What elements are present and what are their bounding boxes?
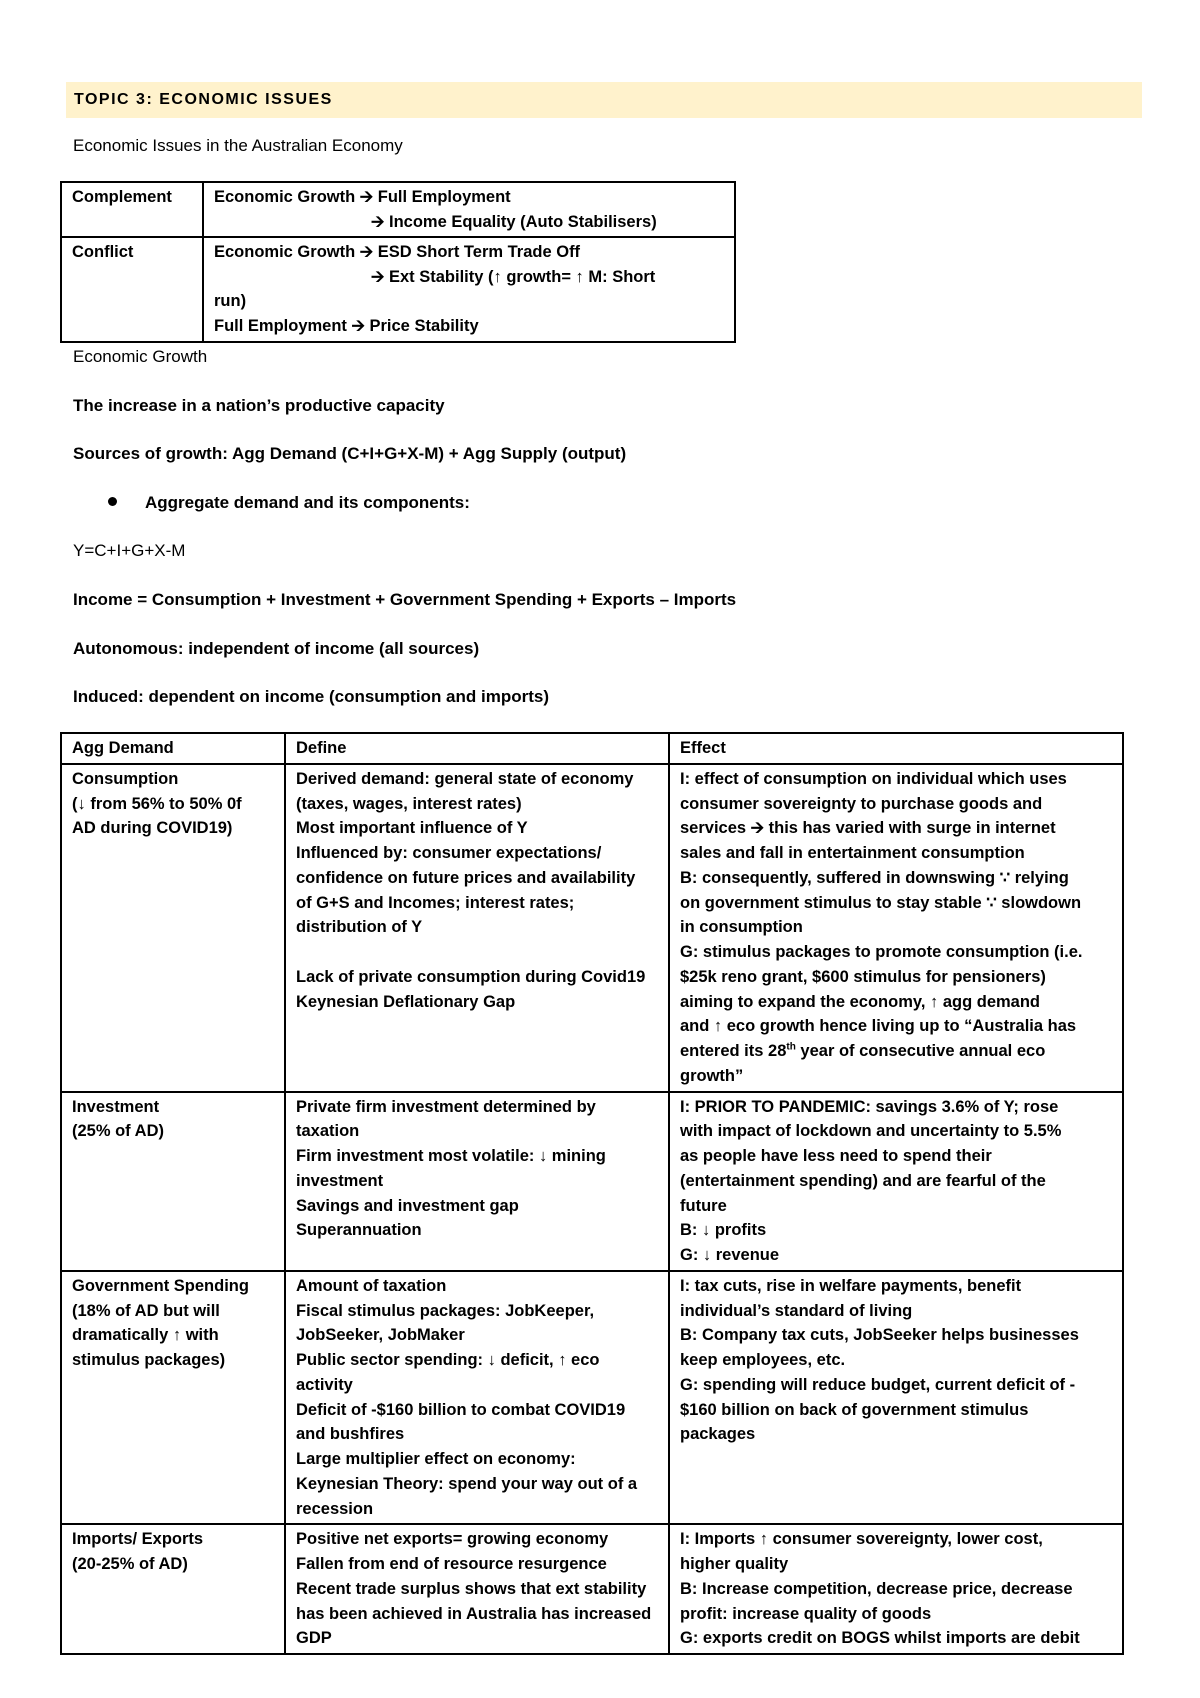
cell-line: Amount of taxation (296, 1276, 447, 1295)
column-header: Agg Demand (61, 733, 285, 764)
cell-line: Imports/ Exports (72, 1530, 204, 1549)
cell-line: I: tax cuts, rise in welfare payments, benefit (680, 1276, 1022, 1295)
cell-line: B: Company tax cuts, JobSeeker helps businesses (680, 1326, 1079, 1345)
effect-cell (669, 1524, 1123, 1654)
cell-line: activity (296, 1375, 353, 1394)
cell-line: individual’s standard of living (680, 1301, 913, 1320)
cell-line: $25k reno grant, $600 stimulus for pensioners) (680, 967, 1046, 986)
cell-line: Positive net exports= growing economy (296, 1530, 609, 1549)
cell-line: consumer sovereignty to purchase goods and (680, 794, 1043, 813)
ordinal-suffix: th (786, 1041, 796, 1053)
cell-line: higher quality (680, 1555, 789, 1573)
define-cell (285, 1524, 669, 1654)
cell-line: Deficit of -$160 billion to combat COVID19 (296, 1400, 626, 1419)
cell-line: Private firm investment determined by (296, 1097, 596, 1116)
demand-cell (61, 1524, 285, 1654)
define-cell (285, 1271, 669, 1525)
formula-text: Y=C+I+G+X-M (73, 541, 186, 560)
cell-line: future (680, 1196, 727, 1215)
cell-line: growth” (680, 1066, 744, 1085)
cell-line: Recent trade surplus shows that ext stability (296, 1579, 647, 1598)
cell-line-superscript: entered its 28th year of consecutive annual eco (680, 1041, 1046, 1060)
cell-line: Derived demand: general state of economy (296, 769, 634, 788)
heading-economic-growth: Economic Growth (73, 347, 208, 366)
effect-cell (669, 1271, 1123, 1525)
cell-line: has been achieved in Australia has increased (296, 1604, 652, 1623)
row-content (203, 182, 735, 237)
cell-line: (entertainment spending) and are fearful of the (680, 1171, 1046, 1190)
effect-cell (669, 764, 1123, 1092)
cell-line: (25% of AD) (72, 1122, 164, 1141)
cell-line: profit: increase quality of goods (680, 1604, 932, 1623)
cell-line: JobSeeker, JobMaker (296, 1326, 465, 1345)
cell-line: (↓ from 56% to 50% 0f (72, 794, 242, 813)
cell-line: services 🡪 this has varied with surge in internet (680, 819, 1056, 838)
cell-line: of G+S and Incomes; interest rates; (296, 893, 575, 912)
cell-line: Investment (72, 1097, 160, 1116)
cell-line: sales and fall in entertainment consumption (680, 844, 1025, 862)
cell-line: B: ↓ profits (680, 1221, 767, 1240)
cell-line: run) (214, 292, 247, 311)
cell-line: aiming to expand the economy, ↑ agg demand (680, 992, 1040, 1011)
spacer (296, 940, 658, 965)
subtitle: Economic Issues in the Australian Economy (73, 136, 403, 155)
income-text: Income = Consumption + Investment + Government Spending + Exports – Imports (73, 590, 737, 609)
cell-line: Keynesian Theory: spend your way out of a (296, 1474, 638, 1493)
demand-cell (61, 1271, 285, 1525)
cell-line: Savings and investment gap (296, 1196, 519, 1215)
row-label: Conflict (61, 237, 203, 341)
cell-line: and ↑ eco growth hence living up to “Australia has (680, 1017, 1077, 1036)
cell-line: Fiscal stimulus packages: JobKeeper, (296, 1301, 595, 1320)
bullet-icon (108, 497, 117, 506)
cell-line: investment (296, 1171, 384, 1190)
cell-line: Consumption (72, 769, 179, 788)
cell-line: G: ↓ revenue (680, 1246, 780, 1264)
cell-line: $160 billion on back of government stimulus (680, 1400, 1029, 1419)
cell-line: Keynesian Deflationary Gap (296, 992, 516, 1011)
cell-line: G: spending will reduce budget, current deficit of - (680, 1375, 1076, 1394)
cell-line: distribution of Y (296, 918, 423, 937)
cell-line: Most important influence of Y (296, 819, 528, 838)
cell-line: I: Imports ↑ consumer sovereignty, lower cost, (680, 1530, 1043, 1549)
cell-line: G: stimulus packages to promote consumption (i.e. (680, 943, 1083, 961)
row-label: Complement (61, 182, 203, 237)
demand-cell (61, 1092, 285, 1271)
cell-line: Public sector spending: ↓ deficit, ↑ eco (296, 1351, 600, 1369)
cell-line: AD during COVID19) (72, 819, 233, 838)
column-header: Define (285, 733, 669, 764)
cell-line: 🡪 Ext Stability (↑ growth= ↑ M: Short (371, 267, 656, 286)
cell-line: B: consequently, suffered in downswing ∵ relying (680, 868, 1069, 887)
sources-text: Sources of growth: Agg Demand (C+I+G+X-M) + Agg Supply (output) (73, 444, 627, 463)
cell-line: packages (680, 1425, 756, 1444)
effect-cell (669, 1092, 1123, 1271)
cell-line: and bushfires (296, 1425, 405, 1444)
cell-line: 🡪 Income Equality (Auto Stabilisers) (371, 212, 657, 231)
table-row (61, 1092, 1123, 1271)
cell-line: Superannuation (296, 1221, 422, 1240)
cell-line: B: Increase competition, decrease price, decrease (680, 1579, 1073, 1598)
cell-line: Government Spending (72, 1276, 249, 1295)
cell-line: (20-25% of AD) (72, 1555, 188, 1573)
demand-cell (61, 764, 285, 1092)
cell-line: Lack of private consumption during Covid19 (296, 967, 646, 986)
cell-line: on government stimulus to stay stable ∵ slowdown (680, 893, 1082, 912)
bullet-text: Aggregate demand and its components: (145, 493, 470, 512)
autonomous-text: Autonomous: independent of income (all sources) (73, 639, 480, 658)
relationship-table (60, 181, 736, 343)
cell-line: G: exports credit on BOGS whilst imports are debit (680, 1629, 1080, 1648)
cell-line: stimulus packages) (72, 1351, 226, 1369)
cell-line: Large multiplier effect on economy: (296, 1450, 576, 1468)
table-row (61, 182, 735, 237)
cell-line: Firm investment most volatile: ↓ mining (296, 1147, 606, 1165)
cell-line: I: effect of consumption on individual which uses (680, 769, 1067, 788)
cell-line: Influenced by: consumer expectations/ (296, 844, 602, 862)
cell-line: (taxes, wages, interest rates) (296, 794, 522, 813)
topic-header-bar (66, 82, 1142, 118)
aggregate-demand-table (60, 732, 1124, 1655)
induced-text: Induced: dependent on income (consumption and imports) (73, 687, 549, 706)
cell-line: confidence on future prices and availability (296, 868, 636, 887)
table-header-row (61, 733, 1123, 764)
define-cell (285, 1092, 669, 1271)
cell-line: Economic Growth 🡪 Full Employment (214, 188, 511, 206)
topic-title: TOPIC 3: ECONOMIC ISSUES (74, 91, 333, 108)
table-row (61, 764, 1123, 1092)
cell-line: Full Employment 🡪 Price Stability (214, 316, 479, 335)
cell-line: with impact of lockdown and uncertainty to 5.5% (680, 1122, 1062, 1141)
cell-line: taxation (296, 1122, 360, 1141)
table-row (61, 237, 735, 341)
define-cell (285, 764, 669, 1092)
cell-line: Fallen from end of resource resurgence (296, 1555, 607, 1573)
cell-line: GDP (296, 1629, 332, 1648)
table-row (61, 1271, 1123, 1525)
cell-line: as people have less need to spend their (680, 1147, 992, 1165)
cell-line: Economic Growth 🡪 ESD Short Term Trade Off (214, 243, 581, 262)
cell-line: I: PRIOR TO PANDEMIC: savings 3.6% of Y; rose (680, 1097, 1059, 1116)
cell-line: dramatically ↑ with (72, 1326, 219, 1345)
column-header: Effect (669, 733, 1123, 764)
definition-text: The increase in a nation’s productive capacity (73, 396, 445, 415)
cell-line: recession (296, 1499, 374, 1518)
table-row (61, 1524, 1123, 1654)
cell-line: in consumption (680, 918, 803, 937)
row-content (203, 237, 735, 341)
cell-line: (18% of AD but will (72, 1301, 220, 1320)
cell-line: keep employees, etc. (680, 1351, 846, 1369)
